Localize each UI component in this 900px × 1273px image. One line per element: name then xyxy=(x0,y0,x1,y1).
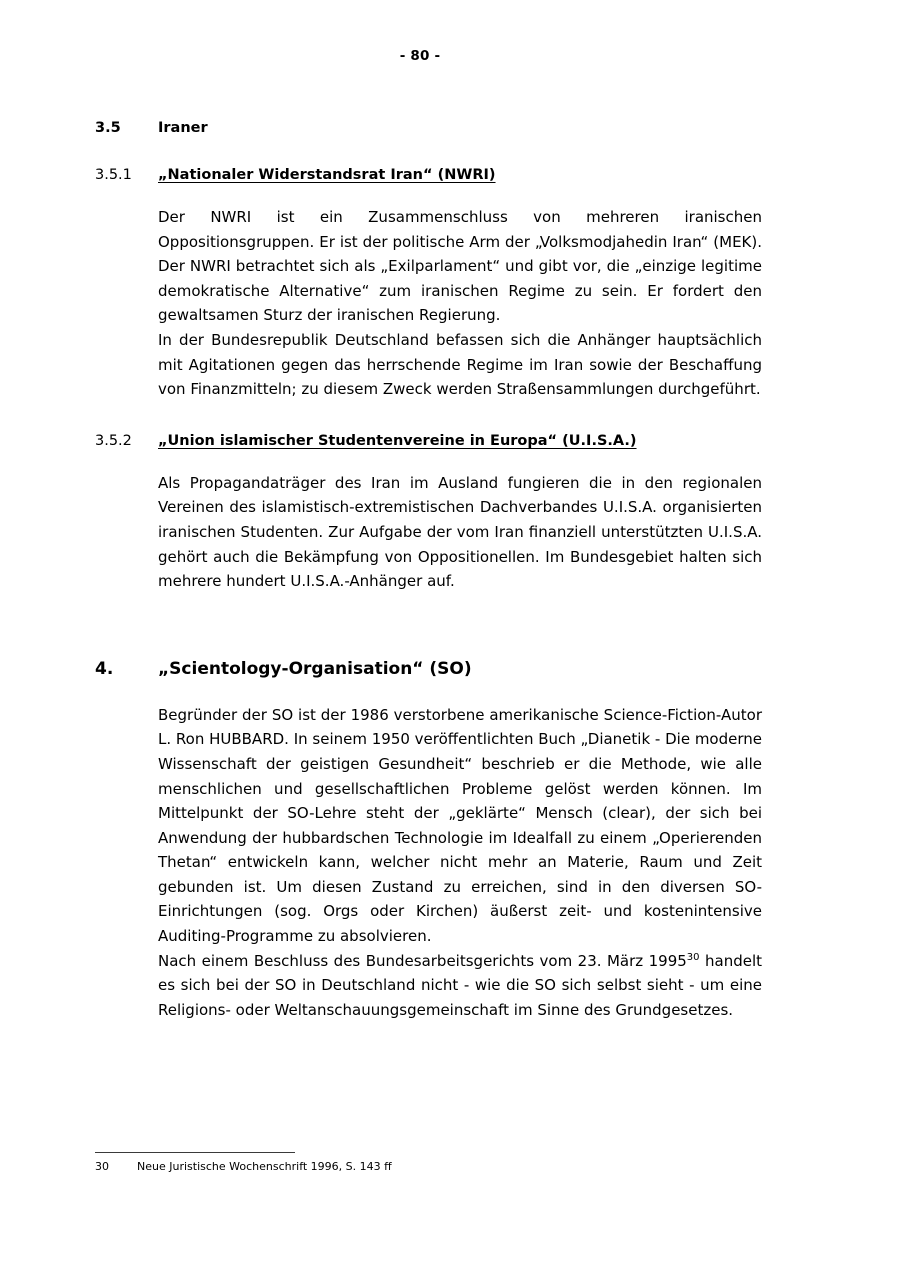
footnote-separator-rule xyxy=(95,1152,295,1153)
page-content xyxy=(95,120,765,1022)
footnote-reference-30[interactable]: 30 xyxy=(686,951,700,963)
heading-uisa-title: „Union islamischer Studentenvereine in Europa“ (U.I.S.A.) xyxy=(158,432,637,449)
uisa-paragraph-1: Als Propagandaträger des Iran im Ausland fungieren die in den regionalen Vereinen des islamistisch-extremistischen Dachverbandes U.I.S.A. organisierten iranischen Studenten. Zur Aufgabe der vom Iran finanziell unterstützten U.I.S.A. gehört auch die Bekämpfung von Oppositionellen. Im Bundesgebiet halten sich mehrere hundert U.I.S.A.-Anhänger auf. xyxy=(158,473,762,591)
scientology-body xyxy=(158,703,762,1023)
scientology-paragraph-1: Begründer der SO ist der 1986 verstorbene amerikanische Science-Fiction-Autor L. Ron HUBBARD. In seinem 1950 veröffentlichten Buch „Dianetik - Die moderne Wissenschaft der geistigen Gesundheit“ beschrieb er die Methode, wie alle menschlichen und gesellschaftlichen Probleme gelöst werden können. Im Mittelpunkt der SO-Lehre steht der „geklärte“ Mensch (clear), der sich bei Anwendung der hubbardschen Technologie im Idealfall zu einem „Operierenden Thetan“ entwickeln kann, welcher nicht mehr an Materie, Raum und Zeit gebunden ist. Um diesen Zustand zu erreichen, sind in den diversen SO-Einrichtungen (sog. Orgs oder Kirchen) äußerst zeit- und kostenintensive Auditing-Programme zu absolvieren. xyxy=(158,705,762,946)
footnote-number: 30 xyxy=(95,1160,109,1173)
heading-scientology-number: 4. xyxy=(95,658,114,679)
footnote-item xyxy=(95,1160,765,1174)
footnote-text: Neue Juristische Wochenschrift 1996, S. 143 ff xyxy=(137,1160,392,1173)
heading-scientology xyxy=(95,659,765,679)
heading-iraner xyxy=(95,120,765,136)
scientology-paragraph-2-tail: handelt es sich bei der SO in Deutschland nicht - wie die SO sich selbst sieht - um eine Religions- oder Weltanschauungsgemeinschaft im Sinne des Grundgesetzes. xyxy=(158,951,762,1019)
heading-iraner-title: Iraner xyxy=(158,120,208,136)
heading-nwri-title: „Nationaler Widerstandsrat Iran“ (NWRI) xyxy=(158,167,496,183)
heading-nwri-number: 3.5.1 xyxy=(95,167,132,183)
footnote-area xyxy=(95,1152,765,1174)
page-number: - 80 - xyxy=(399,48,441,64)
uisa-body xyxy=(158,471,762,594)
scientology-paragraph-2-lead: Nach einem Beschluss des Bundesarbeitsgerichts vom 23. März 1995 xyxy=(158,951,687,970)
nwri-paragraph-2: In der Bundesrepublik Deutschland befassen sich die Anhänger hauptsächlich mit Agitationen gegen das herrschende Regime im Iran sowie der Beschaffung von Finanzmitteln; zu diesem Zweck werden Straßensammlungen durchgeführt. xyxy=(158,330,762,399)
nwri-paragraph-1: Der NWRI ist ein Zusammenschluss von mehreren iranischen Oppositionsgruppen. Er ist der politische Arm der „Volksmodjahedin Iran“ (MEK). Der NWRI betrachtet sich als „Exilparlament“ und gibt vor, die „einzige legitime demokratische Alternative“ zum iranischen Regime zu sein. Er fordert den gewaltsamen Sturz der iranischen Regierung. xyxy=(158,208,762,325)
heading-iraner-number: 3.5 xyxy=(95,120,121,136)
heading-uisa-number: 3.5.2 xyxy=(95,432,132,449)
heading-nwri xyxy=(95,167,765,183)
heading-scientology-title: „Scientology-Organisation“ (SO) xyxy=(158,658,472,679)
heading-uisa xyxy=(95,433,765,449)
nwri-body xyxy=(158,205,762,402)
scientology-paragraph-2 xyxy=(158,949,762,1023)
